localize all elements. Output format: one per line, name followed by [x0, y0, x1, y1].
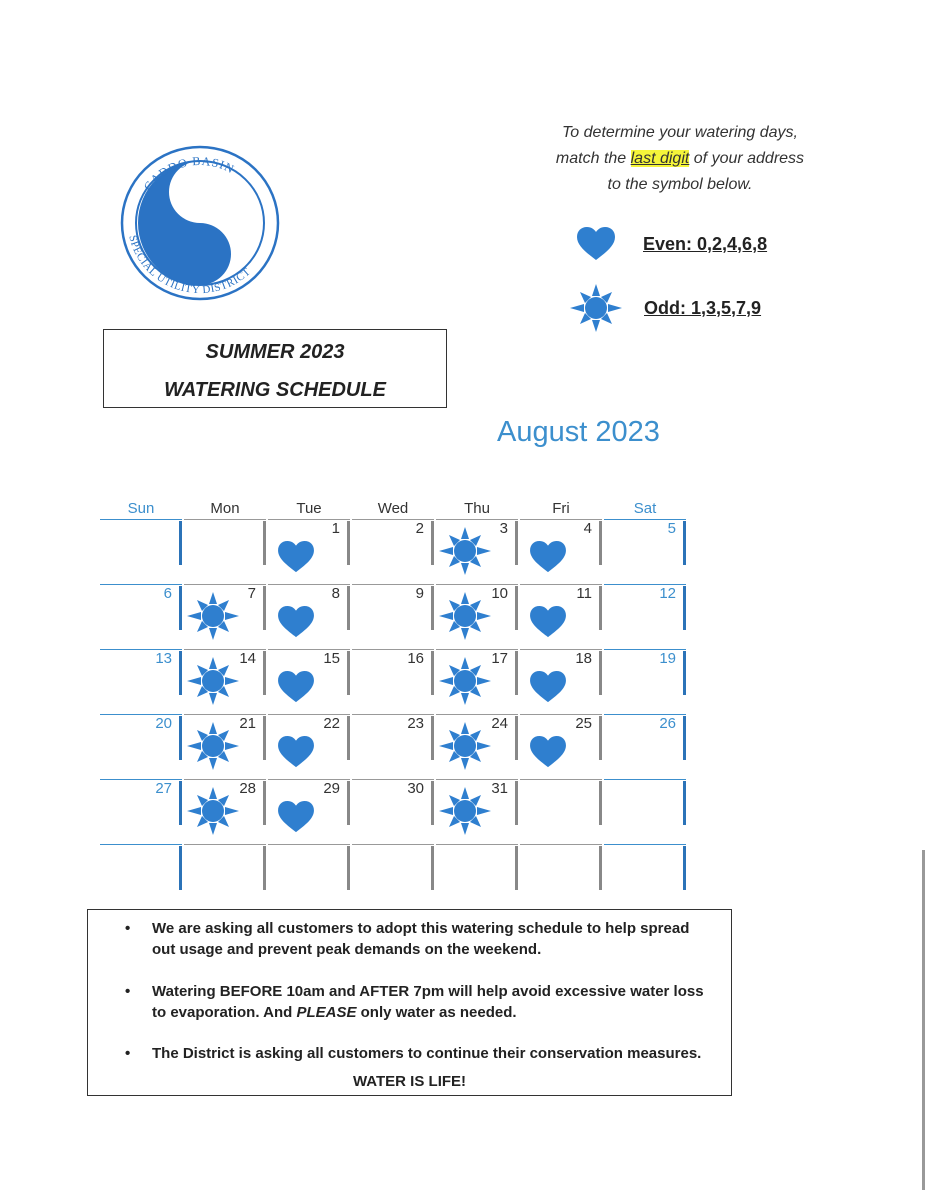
heart-icon	[575, 226, 617, 262]
heart-icon	[528, 735, 568, 774]
cell-side-border	[599, 716, 602, 760]
calendar-cell	[520, 649, 602, 705]
calendar-cell	[352, 844, 434, 900]
calendar-cell	[520, 714, 602, 770]
cell-side-border	[515, 781, 518, 825]
day-number: 26	[659, 715, 676, 732]
calendar-cell	[352, 649, 434, 705]
heart-icon	[276, 605, 316, 644]
cell-side-border	[263, 846, 266, 890]
heart-icon	[276, 800, 316, 839]
legend-even	[575, 226, 767, 262]
notice-bullet-2-end: only water as needed.	[356, 1004, 517, 1021]
calendar-cell	[268, 779, 350, 835]
calendar-cell	[520, 779, 602, 835]
instructions-highlight: last digit	[630, 150, 690, 167]
cell-side-border	[347, 846, 350, 890]
calendar-cell	[604, 844, 686, 900]
cell-top-border	[100, 844, 182, 845]
scan-edge	[922, 850, 925, 1190]
cell-side-border	[683, 716, 686, 760]
notice-footer: WATER IS LIFE!	[352, 1073, 467, 1090]
cell-side-border	[599, 521, 602, 565]
calendar-cell	[268, 519, 350, 575]
instructions-line2	[520, 146, 840, 172]
cell-top-border	[520, 779, 602, 780]
cell-side-border	[347, 586, 350, 630]
calendar-cell	[436, 779, 518, 835]
day-number: 30	[407, 780, 424, 797]
title-box	[103, 329, 447, 408]
day-header-sun: Sun	[127, 500, 155, 517]
calendar-cell	[604, 584, 686, 640]
cell-side-border	[515, 651, 518, 695]
cell-side-border	[263, 586, 266, 630]
calendar-cell	[184, 779, 266, 835]
calendar-cell	[268, 714, 350, 770]
instructions-line2-start: match the	[555, 150, 631, 167]
heart-icon	[276, 735, 316, 774]
calendar-cell	[100, 519, 182, 575]
cell-side-border	[515, 716, 518, 760]
cell-top-border	[100, 519, 182, 520]
calendar-cell	[352, 714, 434, 770]
cell-side-border	[431, 716, 434, 760]
cell-side-border	[431, 781, 434, 825]
cell-side-border	[683, 781, 686, 825]
calendar-cell	[436, 844, 518, 900]
day-header-thu: Thu	[464, 500, 490, 517]
cell-side-border	[683, 586, 686, 630]
day-number: 21	[239, 715, 256, 732]
legend-even-label: Even: 0,2,4,6,8	[643, 233, 768, 254]
day-number: 20	[155, 715, 172, 732]
cell-top-border	[184, 844, 266, 845]
day-number: 7	[247, 585, 256, 602]
cell-top-border	[184, 519, 266, 520]
cell-side-border	[515, 846, 518, 890]
sun-icon	[187, 787, 239, 840]
calendar-cell	[184, 519, 266, 575]
notice-bullet-2	[125, 981, 712, 1023]
sun-icon	[187, 722, 239, 775]
cell-side-border	[683, 521, 686, 565]
caddo-basin-logo	[118, 143, 283, 303]
calendar-cell	[436, 714, 518, 770]
instructions-line1: To determine your watering days,	[562, 124, 798, 141]
calendar-cell	[184, 714, 266, 770]
calendar-cell	[436, 584, 518, 640]
calendar-cell	[268, 649, 350, 705]
cell-side-border	[179, 586, 182, 630]
cell-top-border	[604, 844, 686, 845]
instructions-line2-end: of your address	[689, 150, 805, 167]
legend-odd-label: Odd: 1,3,5,7,9	[644, 297, 762, 318]
day-number: 3	[499, 520, 508, 537]
calendar	[100, 500, 680, 900]
sun-icon	[439, 657, 491, 710]
calendar-cell	[520, 519, 602, 575]
cell-top-border	[520, 844, 602, 845]
heart-icon	[528, 670, 568, 709]
day-number: 11	[576, 585, 592, 602]
day-number: 15	[323, 650, 340, 667]
notice-bullet-1	[125, 918, 712, 960]
calendar-cell	[184, 584, 266, 640]
sun-icon	[187, 657, 239, 710]
heart-icon	[276, 540, 316, 579]
calendar-cell	[100, 649, 182, 705]
calendar-cell	[184, 649, 266, 705]
day-number: 27	[155, 780, 172, 797]
instructions-line3: to the symbol below.	[607, 176, 753, 193]
cell-top-border	[268, 844, 350, 845]
sun-icon	[439, 527, 491, 580]
calendar-cell	[100, 779, 182, 835]
notice-bullet-2-text: Watering BEFORE 10am and AFTER 7pm will help avoid excessive water loss to evaporation. And	[152, 983, 704, 1021]
title-line2: WATERING SCHEDULE	[164, 379, 386, 401]
calendar-cell	[436, 649, 518, 705]
day-number: 13	[155, 650, 172, 667]
day-header-wed: Wed	[377, 500, 409, 517]
sun-icon	[570, 284, 622, 332]
cell-side-border	[599, 846, 602, 890]
day-number: 10	[491, 585, 508, 602]
month-title: August 2023	[497, 416, 660, 448]
cell-side-border	[347, 781, 350, 825]
day-number: 9	[415, 585, 424, 602]
cell-side-border	[179, 716, 182, 760]
cell-side-border	[431, 521, 434, 565]
notice-please: PLEASE	[296, 1004, 357, 1021]
calendar-cell	[352, 519, 434, 575]
cell-side-border	[431, 651, 434, 695]
cell-top-border	[436, 844, 518, 845]
instructions	[520, 120, 840, 198]
day-number: 14	[239, 650, 256, 667]
day-number: 5	[667, 520, 676, 537]
day-number: 19	[659, 650, 676, 667]
cell-side-border	[347, 521, 350, 565]
day-number: 25	[575, 715, 592, 732]
calendar-cell	[604, 649, 686, 705]
logo-text-bottom: SPECIAL UTILITY DISTRICT	[126, 234, 254, 297]
cell-side-border	[263, 521, 266, 565]
cell-side-border	[683, 651, 686, 695]
cell-side-border	[179, 781, 182, 825]
notice-bullet-3-text: The District is asking all customers to continue their conservation measures.	[152, 1045, 702, 1062]
cell-side-border	[515, 586, 518, 630]
calendar-cell	[604, 714, 686, 770]
calendar-cell	[352, 584, 434, 640]
cell-side-border	[683, 846, 686, 890]
calendar-cell	[520, 584, 602, 640]
cell-side-border	[599, 586, 602, 630]
day-number: 12	[659, 585, 676, 602]
cell-top-border	[352, 844, 434, 845]
bullet-icon: •	[125, 983, 131, 1000]
day-header-fri: Fri	[552, 500, 570, 517]
day-number: 2	[415, 520, 424, 537]
calendar-cell	[520, 844, 602, 900]
heart-icon	[528, 540, 568, 579]
cell-side-border	[431, 586, 434, 630]
cell-side-border	[263, 716, 266, 760]
cell-side-border	[347, 716, 350, 760]
sun-icon	[439, 787, 491, 840]
day-number: 8	[331, 585, 340, 602]
day-number: 23	[407, 715, 424, 732]
cell-side-border	[179, 651, 182, 695]
day-number: 28	[239, 780, 256, 797]
bullet-icon: •	[125, 920, 131, 937]
cell-side-border	[179, 846, 182, 890]
calendar-cell	[268, 584, 350, 640]
cell-side-border	[599, 781, 602, 825]
calendar-cell	[352, 779, 434, 835]
cell-top-border	[604, 779, 686, 780]
heart-icon	[528, 605, 568, 644]
day-number: 17	[491, 650, 508, 667]
sun-icon	[187, 592, 239, 645]
day-header-tue: Tue	[296, 500, 322, 517]
notice-bullet-3	[125, 1043, 712, 1064]
day-number: 22	[323, 715, 340, 732]
calendar-cell	[100, 714, 182, 770]
cell-side-border	[431, 846, 434, 890]
day-number: 6	[163, 585, 172, 602]
calendar-cell	[100, 584, 182, 640]
day-number: 16	[407, 650, 424, 667]
logo-text-top: CADDO BASIN	[140, 153, 237, 194]
day-number: 29	[323, 780, 340, 797]
day-number: 24	[491, 715, 508, 732]
calendar-cell	[184, 844, 266, 900]
cell-side-border	[179, 521, 182, 565]
cell-side-border	[263, 651, 266, 695]
calendar-cell	[436, 519, 518, 575]
cell-side-border	[599, 651, 602, 695]
cell-side-border	[347, 651, 350, 695]
title-line1: SUMMER 2023	[205, 341, 345, 363]
legend-odd	[570, 284, 761, 332]
cell-side-border	[263, 781, 266, 825]
calendar-cell	[604, 779, 686, 835]
notice-bullet-1-text: We are asking all customers to adopt this watering schedule to help spread out usage and prevent peak demands on the weekend.	[152, 920, 690, 958]
notice-box	[87, 909, 732, 1096]
calendar-cell	[100, 844, 182, 900]
day-header-mon: Mon	[210, 500, 240, 517]
cell-side-border	[515, 521, 518, 565]
bullet-icon: •	[125, 1045, 131, 1062]
day-number: 1	[331, 520, 340, 537]
day-number: 4	[583, 520, 592, 537]
day-number: 31	[491, 780, 508, 797]
day-number: 18	[575, 650, 592, 667]
day-header-sat: Sat	[633, 500, 657, 517]
heart-icon	[276, 670, 316, 709]
sun-icon	[439, 722, 491, 775]
sun-icon	[439, 592, 491, 645]
calendar-cell	[604, 519, 686, 575]
calendar-cell	[268, 844, 350, 900]
